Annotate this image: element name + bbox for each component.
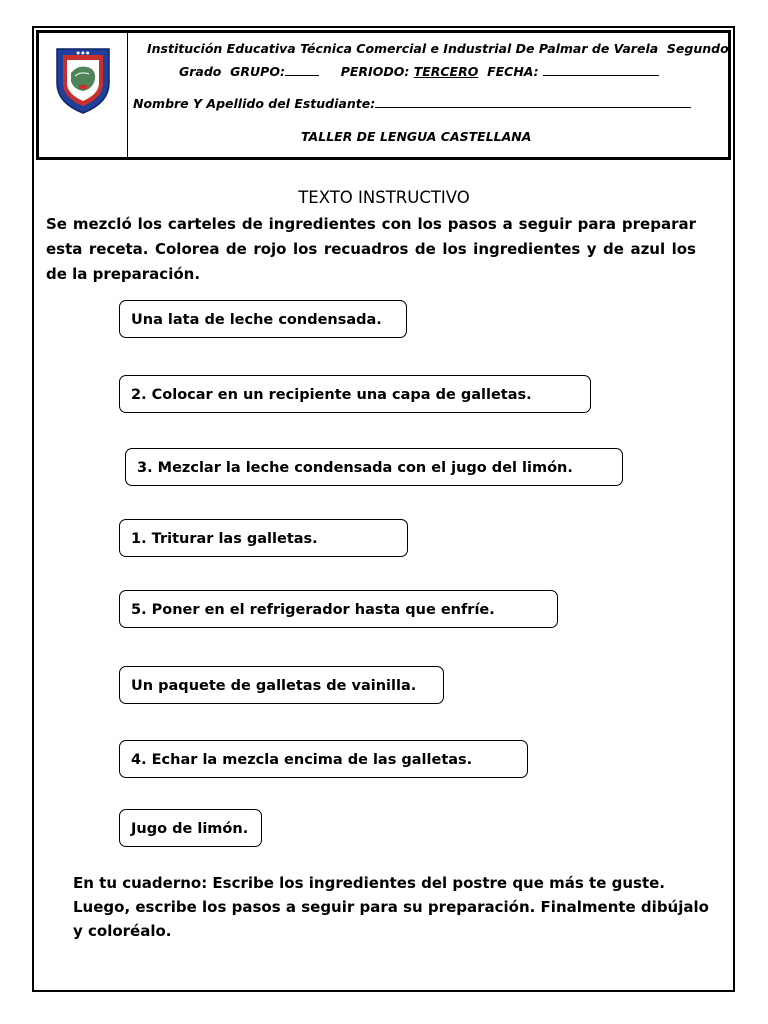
recipe-card[interactable]: 4. Echar la mezcla encima de las galletas. (119, 740, 528, 778)
grade-label: Grado (179, 64, 222, 79)
recipe-card[interactable]: Un paquete de galletas de vainilla. (119, 666, 444, 704)
header-box (36, 30, 731, 160)
recipe-card[interactable]: 3. Mezclar la leche condensada con el jugo del limón. (125, 448, 623, 486)
group-blank[interactable] (285, 63, 319, 76)
date-blank[interactable] (543, 63, 659, 76)
homework-instructions: En tu cuaderno: Escribe los ingredientes del postre que más te guste. Luego, escribe los pasos a seguir para su preparación. Finalmente dibújalo y coloréalo. (73, 874, 709, 940)
page-title: TEXTO INSTRUCTIVO (298, 188, 470, 207)
period-value: TERCERO (413, 64, 479, 79)
instructions-text: Se mezcló los carteles de ingredientes con los pasos a seguir para preparar esta receta. Colorea de rojo los recuadros de los ingredientes y de azul los de la preparación. (46, 215, 696, 283)
svg-text:● ● ●: ● ● ● (76, 50, 90, 55)
student-name-blank[interactable] (375, 95, 691, 108)
recipe-card[interactable]: 5. Poner en el refrigerador hasta que enfríe. (119, 590, 558, 628)
recipe-card[interactable]: 1. Triturar las galletas. (119, 519, 408, 557)
school-shield-logo-icon (53, 43, 113, 115)
header-divider (127, 33, 128, 157)
recipe-card[interactable]: Jugo de limón. (119, 809, 262, 847)
recipe-card[interactable]: 2. Colocar en un recipiente una capa de galletas. (119, 375, 591, 413)
group-label: GRUPO: (230, 64, 285, 79)
institution-line (147, 41, 729, 56)
date-label: FECHA: (487, 64, 539, 79)
grade-line (179, 63, 659, 79)
student-line (133, 95, 691, 111)
period-label: PERIODO: (340, 64, 410, 79)
grade-word: Segundo (666, 41, 729, 56)
student-label: Nombre Y Apellido del Estudiante: (133, 96, 376, 111)
institution-name: Institución Educativa Técnica Comercial e Industrial De Palmar de Varela (147, 41, 659, 56)
subject-line: TALLER DE LENGUA CASTELLANA (301, 129, 532, 144)
recipe-card[interactable]: Una lata de leche condensada. (119, 300, 407, 338)
